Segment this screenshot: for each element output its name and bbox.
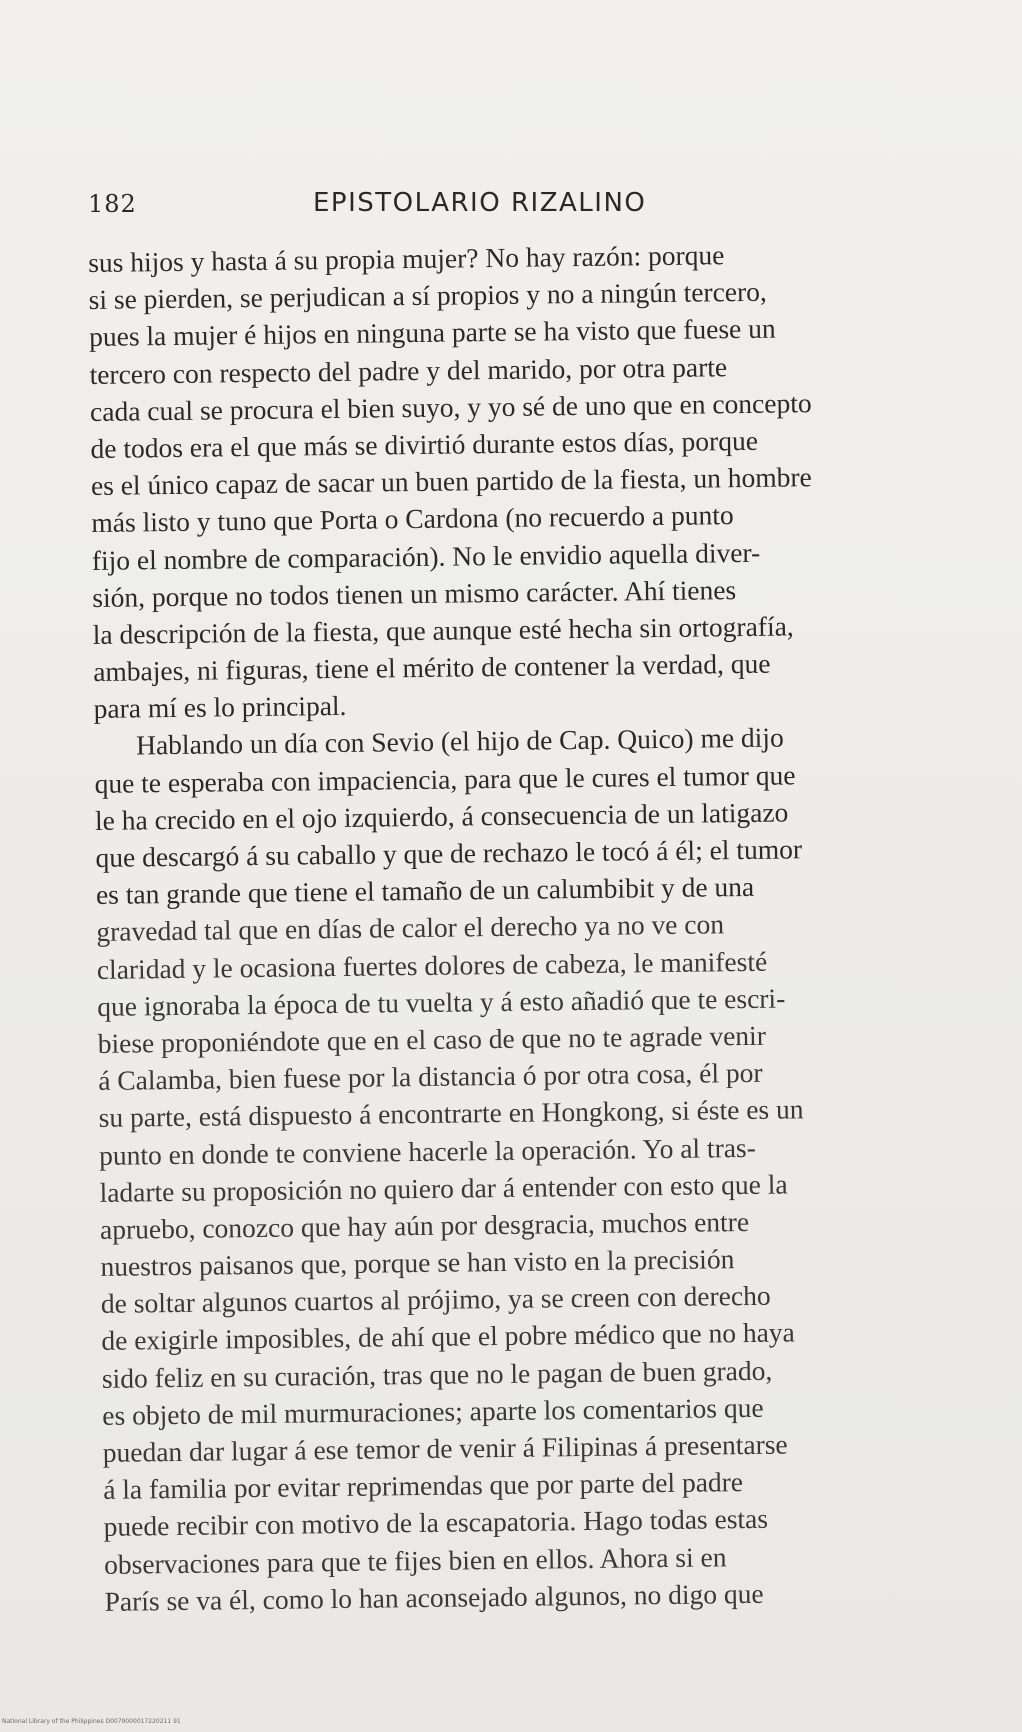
body-text [88, 234, 961, 1620]
text-line: sus hijos y hasta á su propia mujer? No hay razón: porque [88, 239, 725, 278]
text-line: es tan grande que tiene el tamaño de un calumbibit y de una [95, 871, 755, 911]
text-line: de todos era el que más se divirtió durante estos días, porque [90, 424, 759, 464]
text-line: París se va él, como lo han aconsejado algunos, no digo que [104, 1577, 764, 1617]
paragraph-1 [88, 234, 950, 728]
text-line: punto en donde te conviene hacerle la operación. Yo al tras- [98, 1131, 756, 1171]
text-line: sido feliz en su curación, tras que no le pagan de buen grado, [101, 1354, 773, 1394]
page-number: 182 [88, 190, 137, 218]
text-line: biese proponiéndote que en el caso de que no te agrade venir [97, 1019, 767, 1059]
running-title: EPISTOLARIO RIZALINO [313, 188, 647, 218]
text-line: cada cual se procura el bien suyo, y yo sé de uno que en concepto [89, 386, 812, 427]
text-line: para mí es lo principal. [93, 690, 347, 725]
text-line: á la familia por evitar reprimendas que por parte del padre [103, 1466, 744, 1506]
text-line: sión, porque no todos tienen un mismo carácter. Ahí tienes [92, 573, 737, 613]
text-line: tercero con respecto del padre y del marido, por otra parte [89, 350, 728, 390]
text-line: le ha crecido en el ojo izquierdo, á consecuencia de un latigazo [94, 796, 789, 836]
library-credit: National Library of the Philippines D0079000017220211 91 [2, 1718, 181, 1725]
paragraph-2 [94, 717, 961, 1620]
text-line: puedan dar lugar á ese temor de venir á Filipinas á presentarse [102, 1428, 788, 1468]
text-line: de exigirle imposibles, de ahí que el pobre médico que no haya [101, 1316, 795, 1357]
text-line: es objeto de mil murmuraciones; aparte los comentarios que [102, 1391, 764, 1431]
text-line: á Calamba, bien fuese por la distancia ó por otra cosa, él por [98, 1056, 763, 1097]
text-line: fijo el nombre de comparación). No le envidio aquella diver- [91, 536, 761, 576]
text-line: apruebo, conozco que hay aún por desgracia, muchos entre [99, 1205, 750, 1245]
text-line: puede recibir con motivo de la escapatoria. Hago todas estas [103, 1503, 769, 1543]
text-line: su parte, está dispuesto á encontrarte en Hongkong, si éste es un [98, 1093, 804, 1134]
text-line: ambajes, ni figuras, tiene el mérito de contener la verdad, que [93, 647, 771, 688]
text-line: Hablando un día con Sevio (el hijo de Cap. Quico) me dijo [135, 721, 784, 761]
text-line: claridad y le ocasiona fuertes dolores de cabeza, le manifesté [96, 945, 768, 985]
text-line: observaciones para que te fijes bien en ellos. Ahora si en [103, 1540, 727, 1580]
text-line: que te esperaba con impaciencia, para que le cures el tumor que [94, 759, 796, 799]
text-line: que descargó á su caballo y que de rechazo le tocó á él; el tumor [95, 833, 803, 873]
text-line: la descripción de la fiesta, que aunque esté hecha sin ortografía, [92, 610, 794, 650]
text-line: gravedad tal que en días de calor el derecho ya no ve con [96, 908, 725, 948]
text-line: si se pierden, se perjudican a sí propios y no a ningún tercero, [88, 275, 767, 316]
text-line: de soltar algunos cuartos al prójimo, ya se creen con derecho [100, 1279, 771, 1320]
text-line: ladarte su proposición no quiero dar á entender con esto que la [99, 1168, 788, 1208]
text-line: más listo y tuno que Porta o Cardona (no recuerdo a punto [91, 499, 734, 539]
text-line: es el único capaz de sacar un buen partido de la fiesta, un hombre [90, 461, 812, 502]
text-line: pues la mujer é hijos en ninguna parte se ha visto que fuese un [88, 312, 776, 353]
text-line: nuestros paisanos que, porque se han visto en la precisión [100, 1243, 735, 1282]
page-header [88, 188, 948, 228]
text-line: que ignoraba la época de tu vuelta y á esto añadió que te escri- [97, 982, 786, 1022]
